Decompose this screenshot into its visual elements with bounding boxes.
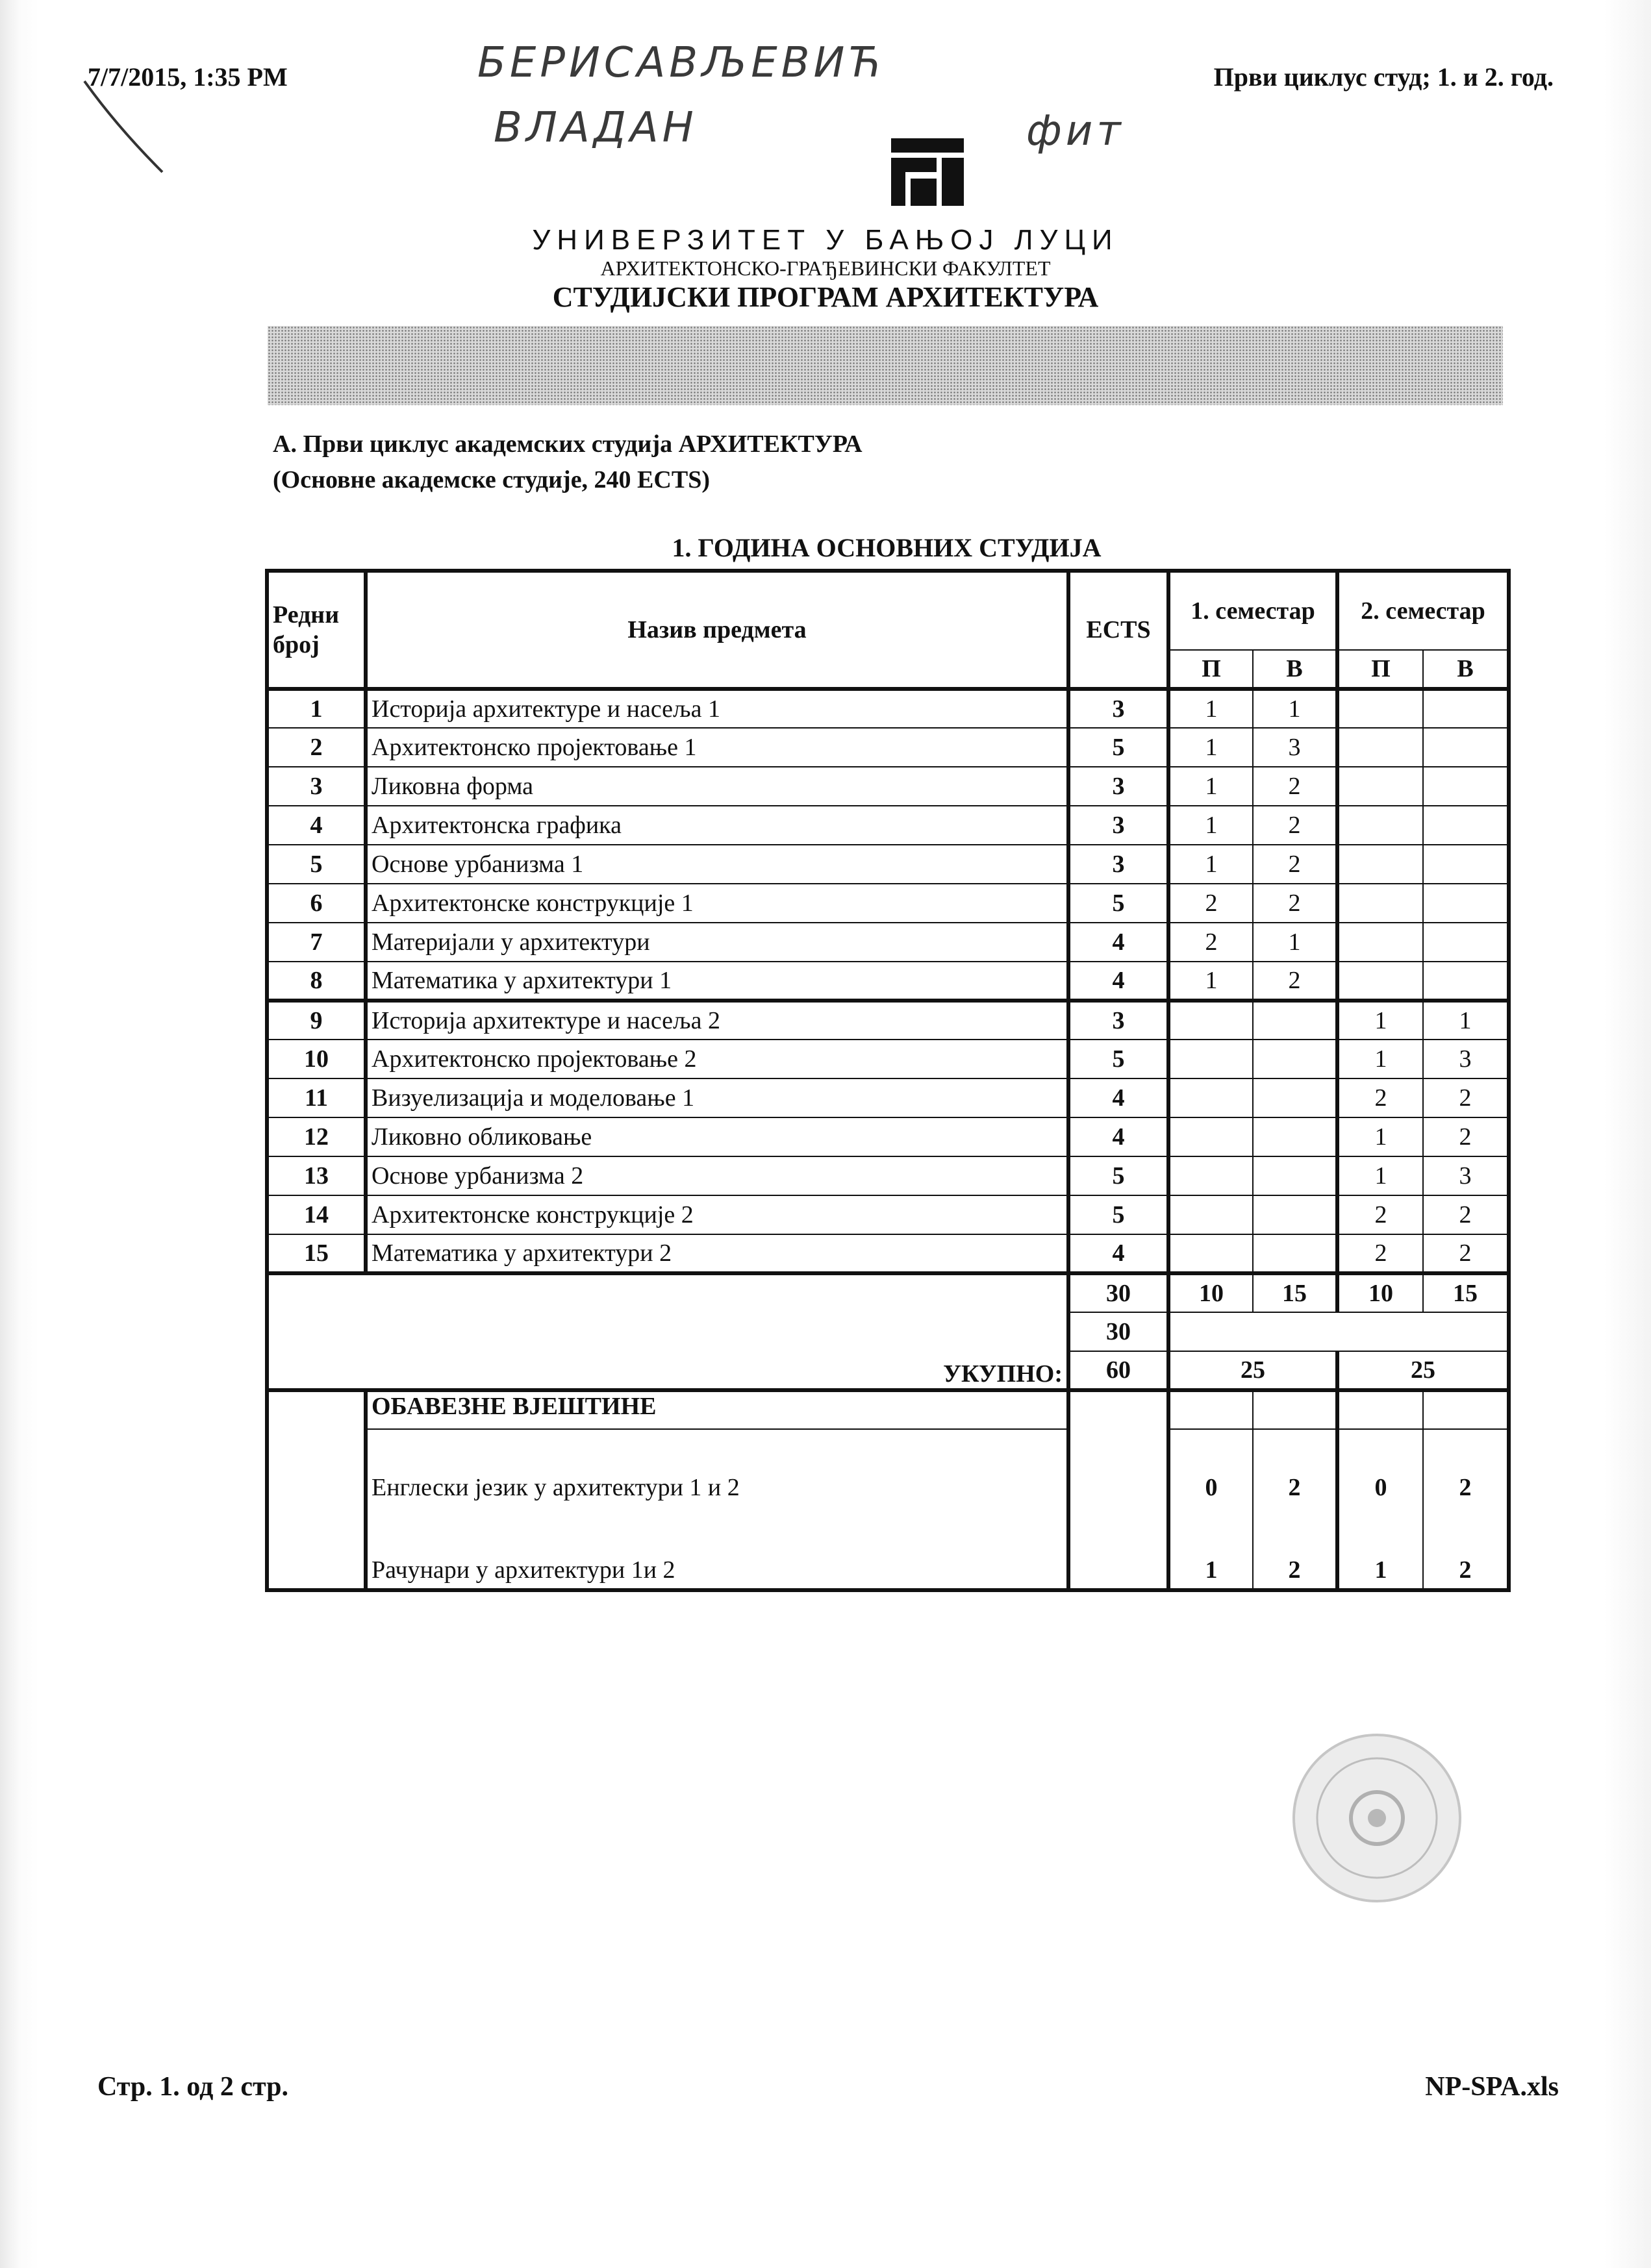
subject-name: Визуелизација и моделовање 1: [366, 1078, 1068, 1117]
ects-value: 4: [1068, 962, 1168, 1001]
sem2-exercises: [1423, 806, 1509, 845]
sem1-exercises: 3: [1253, 728, 1337, 767]
page-number: Стр. 1. од 2 стр.: [97, 2072, 288, 2102]
sem1-exercises: [1253, 1117, 1337, 1156]
header-number: Редни број: [267, 571, 366, 689]
table-row: [267, 1156, 1509, 1195]
ects-value: 3: [1068, 1001, 1168, 1040]
skills-gap: [1168, 1429, 1253, 1468]
row-number: 14: [267, 1195, 366, 1234]
sem1-lectures: 1: [1168, 962, 1253, 1001]
sem1-exercises: 2: [1253, 884, 1337, 923]
sem2-exercises: 2: [1423, 1234, 1509, 1273]
sem2-lectures: [1337, 767, 1423, 806]
row-number: 4: [267, 806, 366, 845]
skills-gap: [1253, 1507, 1337, 1551]
sem1-lectures: 2: [1168, 923, 1253, 962]
sem2-lectures: 2: [1337, 1078, 1423, 1117]
sem1-exercises: [1253, 1234, 1337, 1273]
subject-name: Ликовна форма: [366, 767, 1068, 806]
sem1-exercises: 1: [1253, 689, 1337, 728]
totals-sem2-exercises: 15: [1423, 1273, 1509, 1312]
skills-gap: [1253, 1429, 1337, 1468]
skills-empty: [1337, 1390, 1423, 1429]
skill-sem1-lectures: 1: [1168, 1551, 1253, 1590]
sem2-lectures: [1337, 806, 1423, 845]
skills-row: [267, 1551, 1509, 1590]
totals-sem1-hours: 25: [1168, 1351, 1337, 1390]
subject-name: Основе урбанизма 2: [366, 1156, 1068, 1195]
section-title: А. Први циклус академских студија АРХИТЕКТУРА: [273, 430, 863, 458]
sem1-lectures: [1168, 1234, 1253, 1273]
ects-value: 3: [1068, 845, 1168, 884]
skills-gap: [1337, 1429, 1423, 1468]
sem1-exercises: 2: [1253, 806, 1337, 845]
table-row: [267, 1001, 1509, 1040]
totals-ects-total: 60: [1068, 1351, 1168, 1390]
sem2-exercises: 2: [1423, 1195, 1509, 1234]
totals-ects-sem2: 30: [1068, 1312, 1168, 1351]
table-row: [267, 728, 1509, 767]
header-ects: ECTS: [1068, 571, 1168, 689]
subject-name: Архитектонске конструкције 1: [366, 884, 1068, 923]
sem1-exercises: 2: [1253, 962, 1337, 1001]
sem1-lectures: [1168, 1040, 1253, 1078]
totals-sem1-exercises: 15: [1253, 1273, 1337, 1312]
row-number: 3: [267, 767, 366, 806]
subject-name: Математика у архитектури 2: [366, 1234, 1068, 1273]
subject-name: Ликовно обликовање: [366, 1117, 1068, 1156]
sem2-lectures: 1: [1337, 1001, 1423, 1040]
skills-empty: [1168, 1390, 1253, 1429]
skills-gap: [366, 1429, 1068, 1468]
ects-value: 5: [1068, 1195, 1168, 1234]
sem1-lectures: [1168, 1195, 1253, 1234]
skills-row: [267, 1468, 1509, 1507]
ects-value: 3: [1068, 806, 1168, 845]
subject-name: Историја архитектуре и насеља 1: [366, 689, 1068, 728]
skills-gap: [1423, 1429, 1509, 1468]
sem2-lectures: 2: [1337, 1195, 1423, 1234]
file-name: NP-SPA.xls: [1425, 2072, 1559, 2102]
sem2-exercises: [1423, 767, 1509, 806]
sem2-exercises: [1423, 845, 1509, 884]
sem2-lectures: [1337, 689, 1423, 728]
row-number: 15: [267, 1234, 366, 1273]
sem2-exercises: 1: [1423, 1001, 1509, 1040]
pen-stroke-mark: [78, 75, 169, 179]
sem2-lectures: [1337, 728, 1423, 767]
sem2-lectures: 2: [1337, 1234, 1423, 1273]
sem2-exercises: 2: [1423, 1078, 1509, 1117]
totals-sem1-lectures: 10: [1168, 1273, 1253, 1312]
row-number: 5: [267, 845, 366, 884]
university-logo: [891, 138, 964, 206]
sem1-lectures: 1: [1168, 767, 1253, 806]
shaded-band: [268, 326, 1503, 405]
header-lectures-1: П: [1168, 650, 1253, 689]
ects-value: 4: [1068, 1078, 1168, 1117]
sem1-lectures: 1: [1168, 728, 1253, 767]
ects-value: 5: [1068, 1040, 1168, 1078]
header-right-title: Први циклус студ; 1. и 2. год.: [1213, 62, 1554, 92]
header-semester-1: 1. семестар: [1168, 571, 1337, 650]
row-number: 9: [267, 1001, 366, 1040]
totals-sem2-hours: 25: [1337, 1351, 1509, 1390]
skill-sem2-lectures: 0: [1337, 1468, 1423, 1507]
ects-value: 5: [1068, 728, 1168, 767]
skills-number-cell: [267, 1390, 366, 1590]
row-number: 11: [267, 1078, 366, 1117]
skills-gap: [1423, 1507, 1509, 1551]
table-row: [267, 1040, 1509, 1078]
sem1-lectures: 2: [1168, 884, 1253, 923]
faculty-name: АРХИТЕКТОНСКО-ГРАЂЕВИНСКИ ФАКУЛТЕТ: [600, 256, 1051, 280]
skills-gap-row: [267, 1507, 1509, 1551]
header-exercises-2: В: [1423, 650, 1509, 689]
handwriting-name: ВЛАДАН: [494, 104, 698, 152]
totals-ects-sem1: 30: [1068, 1273, 1168, 1312]
skills-empty: [1253, 1390, 1337, 1429]
header-lectures-2: П: [1337, 650, 1423, 689]
sem2-exercises: 3: [1423, 1040, 1509, 1078]
sem1-lectures: 1: [1168, 845, 1253, 884]
sem1-exercises: [1253, 1195, 1337, 1234]
table-row: [267, 845, 1509, 884]
section-subtitle: (Основне академске студије, 240 ЕСТЅ): [273, 466, 710, 493]
skill-name: Енглески језик у архитектури 1 и 2: [366, 1468, 1068, 1507]
ects-value: 4: [1068, 923, 1168, 962]
table-row: [267, 923, 1509, 962]
sem2-exercises: [1423, 884, 1509, 923]
sem1-exercises: [1253, 1078, 1337, 1117]
totals-sem2-lectures: 10: [1337, 1273, 1423, 1312]
totals-row-1: [267, 1273, 1509, 1312]
row-number: 6: [267, 884, 366, 923]
table-row: [267, 1078, 1509, 1117]
sem2-lectures: [1337, 923, 1423, 962]
faculty-stamp: [1289, 1730, 1465, 1906]
header-semester-2: 2. семестар: [1337, 571, 1509, 650]
skills-title: ОБАВЕЗНЕ ВЈЕШТИНЕ: [366, 1390, 1068, 1429]
skill-sem2-exercises: 2: [1423, 1551, 1509, 1590]
subject-name: Математика у архитектури 1: [366, 962, 1068, 1001]
totals-label: УКУПНО:: [943, 1360, 1063, 1388]
row-number: 7: [267, 923, 366, 962]
handwriting-initials: фит: [1026, 107, 1125, 155]
row-number: 10: [267, 1040, 366, 1078]
sem1-exercises: 2: [1253, 845, 1337, 884]
ects-value: 5: [1068, 884, 1168, 923]
subject-name: Историја архитектуре и насеља 2: [366, 1001, 1068, 1040]
sem1-exercises: [1253, 1001, 1337, 1040]
sem2-lectures: [1337, 962, 1423, 1001]
row-number: 12: [267, 1117, 366, 1156]
print-date: 7/7/2015, 1:35 PM: [88, 62, 288, 92]
table-row: [267, 962, 1509, 1001]
sem1-exercises: [1253, 1156, 1337, 1195]
header-subject: Назив предмета: [366, 571, 1068, 689]
sem2-exercises: 3: [1423, 1156, 1509, 1195]
row-number: 2: [267, 728, 366, 767]
ects-value: 4: [1068, 1234, 1168, 1273]
skill-name: Рачунари у архитектури 1и 2: [366, 1551, 1068, 1590]
subject-name: Архитектонско пројектовање 1: [366, 728, 1068, 767]
row-number: 13: [267, 1156, 366, 1195]
sem2-exercises: 2: [1423, 1117, 1509, 1156]
sem1-exercises: 2: [1253, 767, 1337, 806]
ects-value: 5: [1068, 1156, 1168, 1195]
sem2-lectures: 1: [1337, 1156, 1423, 1195]
sem2-lectures: 1: [1337, 1040, 1423, 1078]
table-row: [267, 884, 1509, 923]
sem1-exercises: 1: [1253, 923, 1337, 962]
sem2-exercises: [1423, 962, 1509, 1001]
ects-value: 3: [1068, 767, 1168, 806]
sem2-exercises: [1423, 689, 1509, 728]
skill-sem1-lectures: 0: [1168, 1468, 1253, 1507]
skill-sem1-exercises: 2: [1253, 1551, 1337, 1590]
sem2-lectures: 1: [1337, 1117, 1423, 1156]
sem1-lectures: [1168, 1156, 1253, 1195]
sem1-lectures: [1168, 1078, 1253, 1117]
skill-sem2-exercises: 2: [1423, 1468, 1509, 1507]
program-name: СТУДИЈСКИ ПРОГРАМ АРХИТЕКТУРА: [552, 281, 1099, 313]
curriculum-table: [265, 569, 1511, 1592]
skills-gap: [1168, 1507, 1253, 1551]
sem2-exercises: [1423, 728, 1509, 767]
table-row: [267, 767, 1509, 806]
sem2-lectures: [1337, 884, 1423, 923]
sem2-exercises: [1423, 923, 1509, 962]
sem1-lectures: 1: [1168, 689, 1253, 728]
table-row: [267, 689, 1509, 728]
sem1-lectures: 1: [1168, 806, 1253, 845]
sem1-lectures: [1168, 1001, 1253, 1040]
skill-sem2-lectures: 1: [1337, 1551, 1423, 1590]
skills-gap-row: [267, 1429, 1509, 1468]
sem2-lectures: [1337, 845, 1423, 884]
skills-gap: [1337, 1507, 1423, 1551]
ects-value: 4: [1068, 1117, 1168, 1156]
skill-sem1-exercises: 2: [1253, 1468, 1337, 1507]
handwriting-surname: БЕРИСАВЉЕВИЋ: [477, 39, 885, 87]
header-exercises-1: В: [1253, 650, 1337, 689]
ects-value: 3: [1068, 689, 1168, 728]
subject-name: Архитектонске конструкције 2: [366, 1195, 1068, 1234]
subject-name: Материјали у архитектури: [366, 923, 1068, 962]
skills-title-row: [267, 1390, 1509, 1429]
table-row: [267, 1195, 1509, 1234]
sem1-exercises: [1253, 1040, 1337, 1078]
subject-name: Архитектонска графика: [366, 806, 1068, 845]
sem1-lectures: [1168, 1117, 1253, 1156]
totals-empty: [1168, 1312, 1509, 1351]
totals-label-cell: [267, 1273, 1068, 1390]
year-title: 1. ГОДИНА ОСНОВНИХ СТУДИЈА: [672, 533, 1102, 562]
table-row: [267, 1117, 1509, 1156]
table-row: [267, 1234, 1509, 1273]
subject-name: Архитектонско пројектовање 2: [366, 1040, 1068, 1078]
skills-ects-cell: [1068, 1390, 1168, 1590]
subject-name: Основе урбанизма 1: [366, 845, 1068, 884]
table-row: [267, 806, 1509, 845]
row-number: 8: [267, 962, 366, 1001]
skills-empty: [1423, 1390, 1509, 1429]
row-number: 1: [267, 689, 366, 728]
university-name: УНИВЕРЗИТЕТ У БАЊОЈ ЛУЦИ: [532, 224, 1119, 256]
skills-gap: [366, 1507, 1068, 1551]
